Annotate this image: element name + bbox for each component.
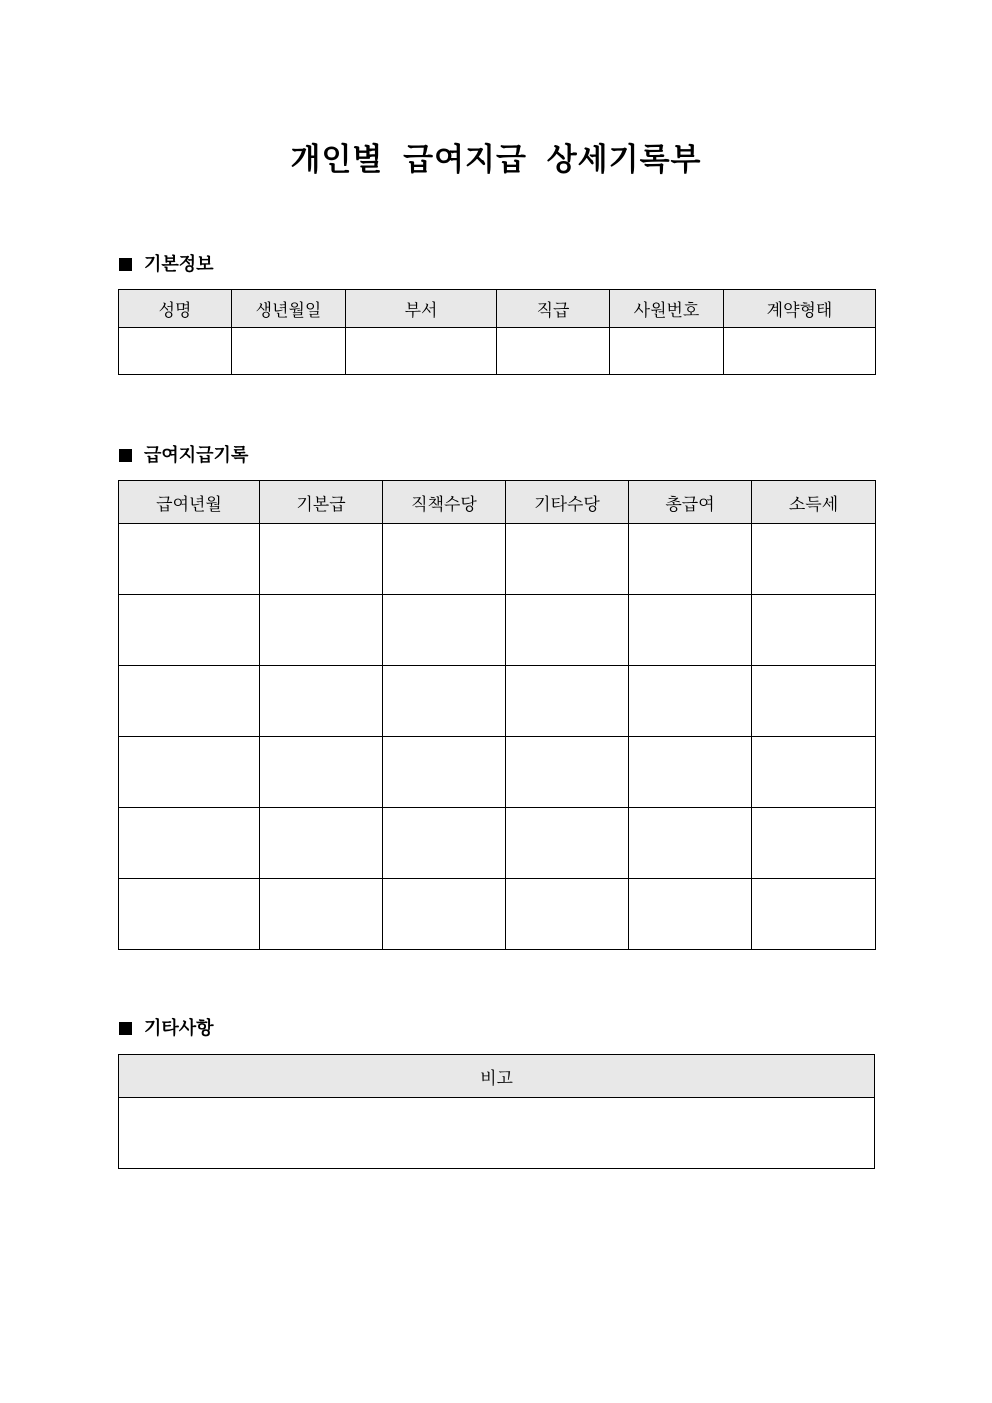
basic-info-table — [118, 289, 876, 375]
payroll-table — [118, 480, 876, 950]
square-bullet-icon — [119, 258, 132, 271]
column-header-position: 직급 — [497, 290, 610, 328]
position-allowance-cell[interactable] — [383, 595, 506, 666]
total-pay-cell[interactable] — [629, 524, 752, 595]
section-heading-payroll — [119, 444, 248, 468]
other-allowance-cell[interactable] — [506, 666, 629, 737]
position-allowance-cell[interactable] — [383, 737, 506, 808]
position-allowance-cell[interactable] — [383, 808, 506, 879]
document-title: 개인별 급여지급 상세기록부 — [290, 142, 702, 178]
column-header-contract-type: 계약형태 — [724, 290, 876, 328]
column-header-position-allowance: 직책수당 — [383, 481, 506, 524]
position-cell[interactable] — [497, 328, 610, 375]
table-row — [119, 524, 876, 595]
table-header-row — [119, 290, 876, 328]
remarks-table — [118, 1054, 875, 1169]
base-pay-cell[interactable] — [260, 737, 383, 808]
total-pay-cell[interactable] — [629, 595, 752, 666]
total-pay-cell[interactable] — [629, 666, 752, 737]
section-heading-other — [119, 1017, 214, 1041]
other-allowance-cell[interactable] — [506, 808, 629, 879]
total-pay-cell[interactable] — [629, 808, 752, 879]
other-allowance-cell[interactable] — [506, 595, 629, 666]
income-tax-cell[interactable] — [752, 808, 876, 879]
name-cell[interactable] — [119, 328, 232, 375]
table-row — [119, 666, 876, 737]
other-allowance-cell[interactable] — [506, 737, 629, 808]
table-header-row — [119, 1055, 875, 1098]
remarks-cell[interactable] — [119, 1098, 875, 1169]
column-header-name: 성명 — [119, 290, 232, 328]
column-header-total-pay: 총급여 — [629, 481, 752, 524]
table-row — [119, 737, 876, 808]
contract-type-cell[interactable] — [724, 328, 876, 375]
department-cell[interactable] — [346, 328, 497, 375]
total-pay-cell[interactable] — [629, 879, 752, 950]
pay-month-cell[interactable] — [119, 524, 260, 595]
section-title: 기본정보 — [144, 254, 214, 275]
table-header-row — [119, 481, 876, 524]
income-tax-cell[interactable] — [752, 595, 876, 666]
income-tax-cell[interactable] — [752, 524, 876, 595]
pay-month-cell[interactable] — [119, 808, 260, 879]
income-tax-cell[interactable] — [752, 737, 876, 808]
section-title: 급여지급기록 — [144, 445, 249, 466]
pay-month-cell[interactable] — [119, 595, 260, 666]
income-tax-cell[interactable] — [752, 666, 876, 737]
base-pay-cell[interactable] — [260, 879, 383, 950]
other-allowance-cell[interactable] — [506, 524, 629, 595]
pay-month-cell[interactable] — [119, 666, 260, 737]
table-row — [119, 595, 876, 666]
birthdate-cell[interactable] — [232, 328, 346, 375]
base-pay-cell[interactable] — [260, 595, 383, 666]
total-pay-cell[interactable] — [629, 737, 752, 808]
square-bullet-icon — [119, 449, 132, 462]
position-allowance-cell[interactable] — [383, 879, 506, 950]
column-header-income-tax: 소득세 — [752, 481, 876, 524]
section-title: 기타사항 — [144, 1018, 214, 1039]
column-header-employee-id: 사원번호 — [610, 290, 724, 328]
position-allowance-cell[interactable] — [383, 524, 506, 595]
column-header-other-allowance: 기타수당 — [506, 481, 629, 524]
pay-month-cell[interactable] — [119, 879, 260, 950]
column-header-pay-month: 급여년월 — [119, 481, 260, 524]
column-header-base-pay: 기본급 — [260, 481, 383, 524]
base-pay-cell[interactable] — [260, 808, 383, 879]
employee-id-cell[interactable] — [610, 328, 724, 375]
table-row — [119, 328, 876, 375]
pay-month-cell[interactable] — [119, 737, 260, 808]
position-allowance-cell[interactable] — [383, 666, 506, 737]
other-allowance-cell[interactable] — [506, 879, 629, 950]
column-header-birthdate: 생년월일 — [232, 290, 346, 328]
table-row — [119, 808, 876, 879]
section-heading-basic-info — [119, 253, 214, 277]
column-header-remarks: 비고 — [119, 1055, 875, 1098]
square-bullet-icon — [119, 1022, 132, 1035]
column-header-department: 부서 — [346, 290, 497, 328]
income-tax-cell[interactable] — [752, 879, 876, 950]
table-row — [119, 879, 876, 950]
table-row — [119, 1098, 875, 1169]
base-pay-cell[interactable] — [260, 666, 383, 737]
base-pay-cell[interactable] — [260, 524, 383, 595]
